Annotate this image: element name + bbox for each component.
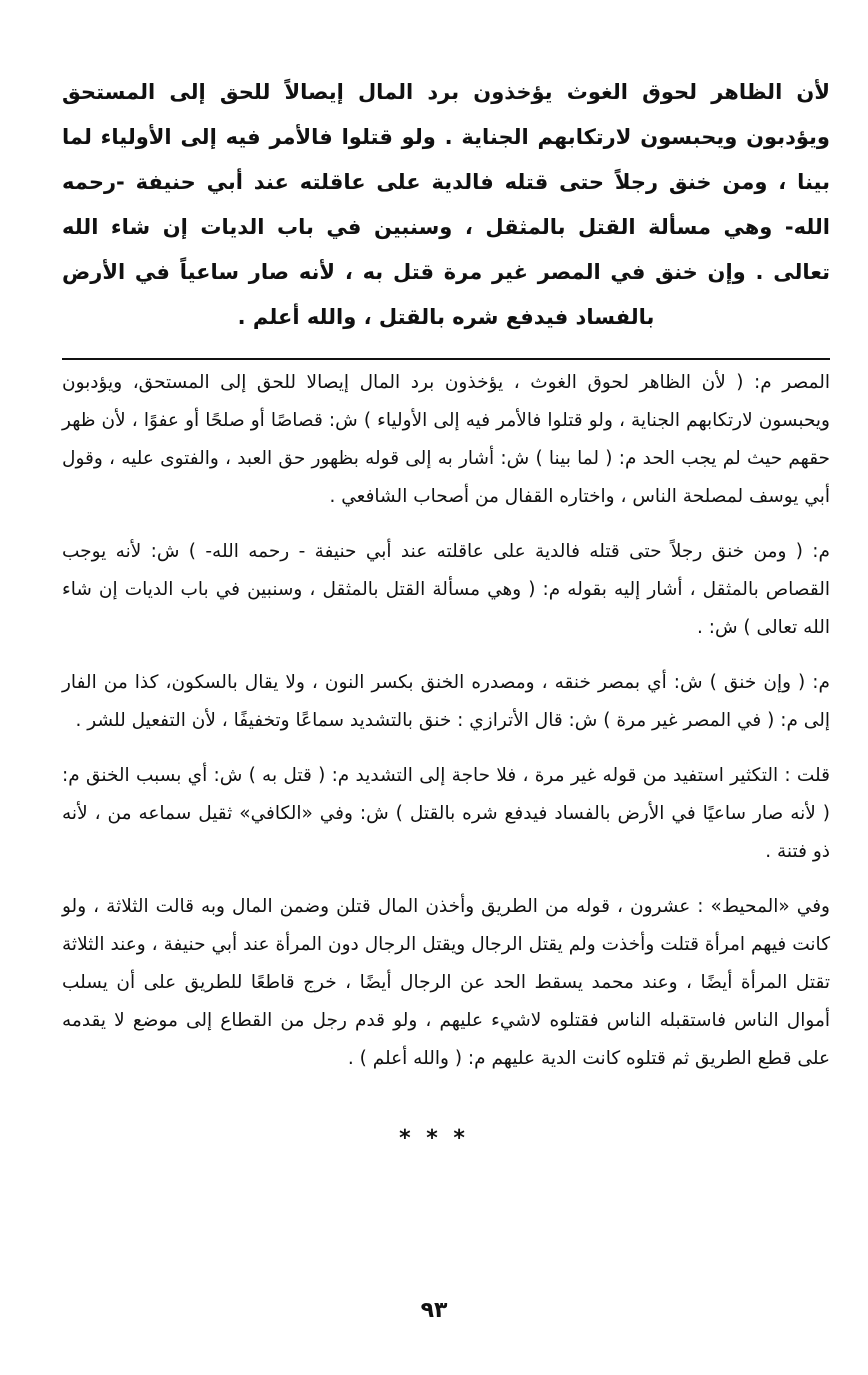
book-page [62,70,830,1078]
commentary-paragraph: المصر م: ( لأن الظاهر لحوق الغوث ، يؤخذون برد المال إيصالا للحق إلى المستحق، ويؤدبون ويحبسون لارتكابهم الجناية ، ولو قتلوا فالأمر فيه إلى الأولياء ) ش: قصاصًا أو صلحًا أو عفوًا ، لأن ظهر حقهم حيث لم يجب الحد م: ( لما بينا ) ش: أشار به إلى قوله بظهور حق العبد ، والفتوى عليه ، وقول أبي يوسف لمصلحة الناس ، واختاره القفال من أصحاب الشافعي . [62,372,830,507]
commentary-paragraph: م: ( ومن خنق رجلاً حتى قتله فالدية على عاقلته عند أبي حنيفة - رحمه الله- ) ش: لأنه يوجب القصاص بالمثقل ، أشار إليه بقوله م: ( وهي مسألة القتل بالمثقل ، وسنبين في باب الديات إن شاء الله تعالى ) ش: . [62,541,830,638]
commentary-paragraph: وفي «المحيط» : عشرون ، قوله من الطريق وأخذن المال قتلن وضمن المال وبه قالت الثلاثة ، ولو كانت فيهم امرأة قتلت وأخذت ولم يقتل الرجال ويقتل الرجال دون المرأة عند أبي حنيفة ، وعند الثلاثة تقتل المرأة أيضًا ، وعند محمد يسقط الحد عن الرجال أيضًا ، خرج قاطعًا للطريق على أن يسلب أموال الناس فاستقبله الناس فقتلوه لاشيء عليهم ، ولو قدم رجل من القطاع إلى موضع لا يقدمه على قطع الطريق ثم قتلوه كانت الدية عليهم م: ( والله أعلم ) . [62,896,830,1069]
commentary-paragraph: قلت : التكثير استفيد من قوله غير مرة ، فلا حاجة إلى التشديد م: ( قتل به ) ش: أي بسبب الخنق م: ( لأنه صار ساعيًا في الأرض بالفساد فيدفع شره بالقتل ) ش: وفي «الكافي» ثقيل سماعه من ، لأنه ذو فتنة . [62,765,830,862]
page-number: ٩٣ [420,1298,448,1323]
footnote-divider [62,358,830,360]
main-text-block: لأن الظاهر لحوق الغوث يؤخذون برد المال إيصالاً للحق إلى المستحق ويؤدبون ويحبسون لارتكابهم الجناية . ولو قتلوا فالأمر فيه إلى الأولياء لما بينا ، ومن خنق رجلاً حتى قتله فالدية على عاقلته عند أبي حنيفة -رحمه الله- وهي مسألة القتل بالمثقل ، وسنبين في باب الديات إن شاء الله تعالى . وإن خنق في المصر غير مرة قتل به ، لأنه صار ساعياً في الأرض بالفساد فيدفع شره بالقتل ، والله أعلم . [62,80,830,329]
section-separator: * * * [399,1126,469,1151]
commentary-section [62,364,830,1078]
commentary-paragraph: م: ( وإن خنق ) ش: أي بمصر خنقه ، ومصدره الخنق بكسر النون ، ولا يقال بالسكون، كذا من الفار إلى م: ( في المصر غير مرة ) ش: قال الأترازي : خنق بالتشديد سماعًا وتخفيفًا ، لأن التفعيل للشر . [62,672,830,731]
